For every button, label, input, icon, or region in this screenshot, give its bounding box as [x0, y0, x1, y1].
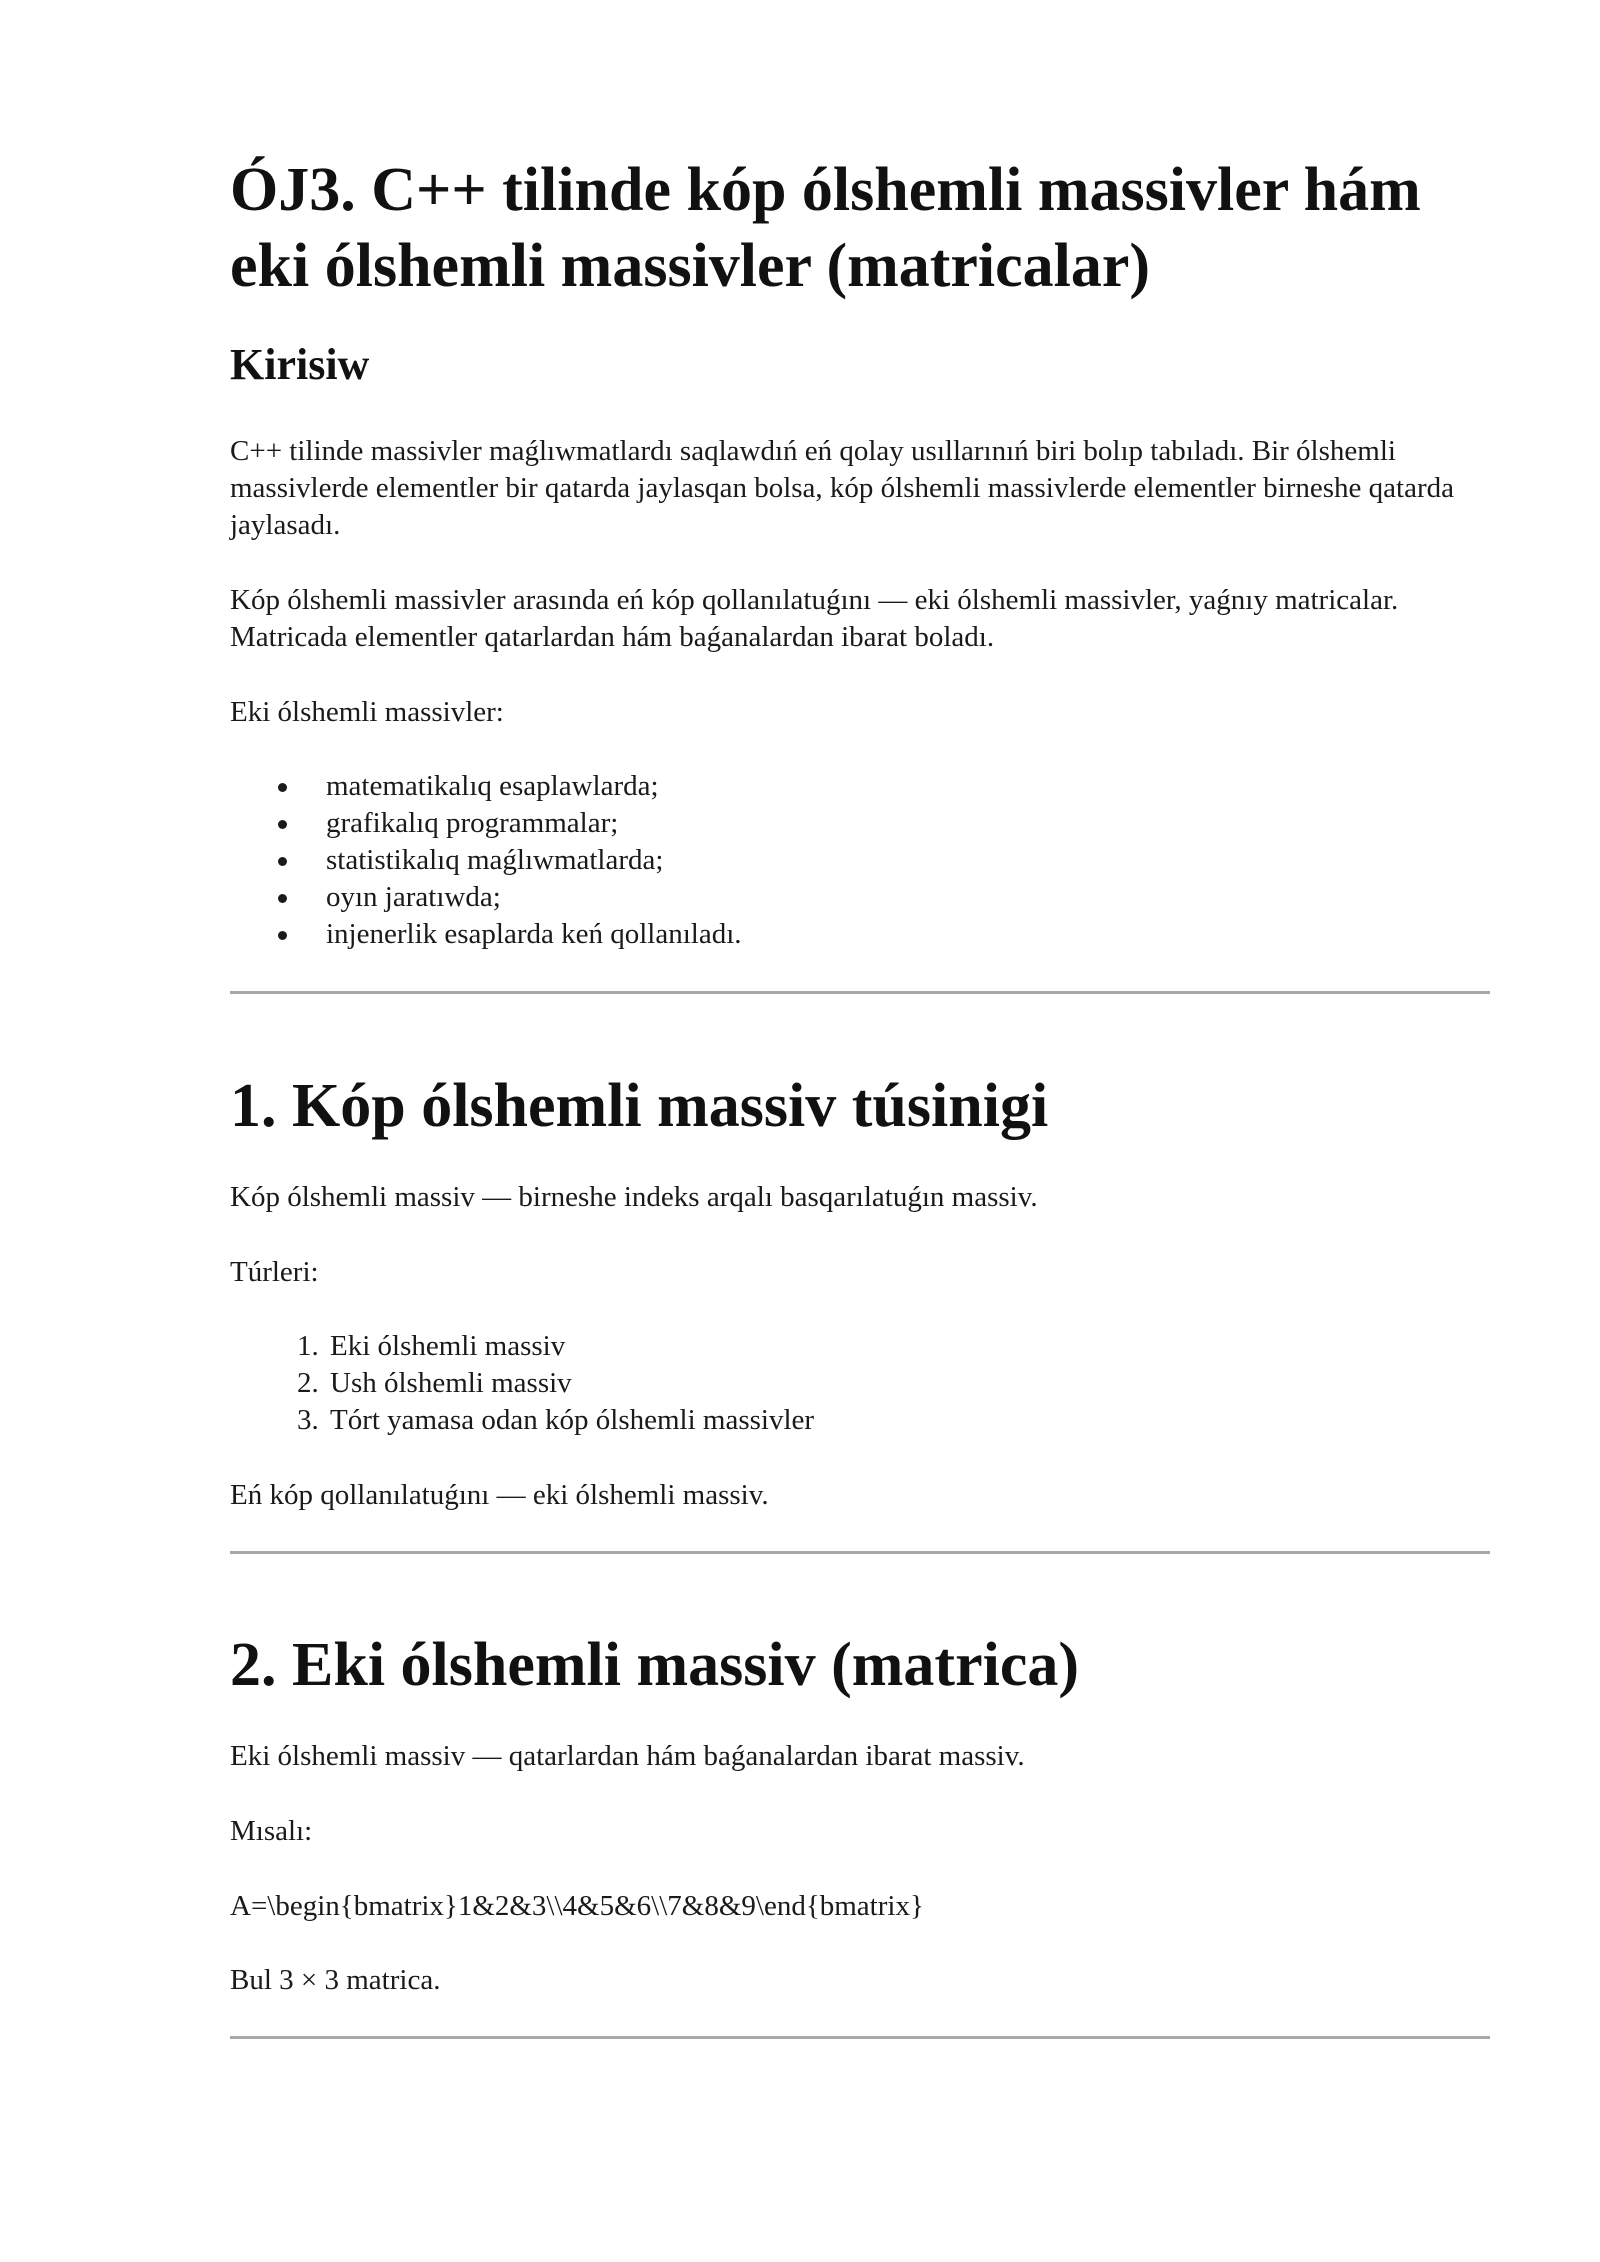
list-item: 3. Tórt yamasa odan kóp ólshemli massivler [326, 1402, 1586, 1439]
document-title: ÓJ3. C++ tilinde kóp ólshemli massivler hám eki ólshemli massivler (matricalar) [230, 156, 1421, 300]
list-item: 1. Eki ólshemli massiv [326, 1328, 1586, 1365]
section-divider [230, 2036, 1490, 2039]
section-1-types-list [230, 1328, 1586, 1439]
intro-paragraph-1: C++ tilinde massivler maǵlıwmatlardı saqlawdıń eń qolay usıllarınıń biri bolıp tabıladı. Bir ólshemli massivlerde elementler bir qatarda jaylasqan bolsa, kóp ólshemli massivlerde elementler birneshe qatarda jaylasadı. [230, 435, 1455, 541]
section-2-example-label: Mısalı: [230, 1815, 313, 1847]
list-item: 2. Ush ólshemli massiv [326, 1365, 1586, 1402]
list-item: injenerlik esaplarda keń qollanıladı. [326, 916, 1586, 953]
list-item: matematikalıq esaplawlarda; [326, 768, 1586, 805]
section-divider [230, 991, 1490, 994]
section-1-heading: 1. Kóp ólshemli massiv túsinigi [230, 1072, 1049, 1140]
section-1-definition: Kóp ólshemli massiv — birneshe indeks arqalı basqarılatuǵın massiv. [230, 1181, 1038, 1213]
section-2-definition: Eki ólshemli massiv — qatarlardan hám baǵanalardan ibarat massiv. [230, 1740, 1025, 1772]
section-2-heading: 2. Eki ólshemli massiv (matrica) [230, 1631, 1079, 1699]
section-2-formula: A=\begin{bmatrix}1&2&3\\4&5&6\\7&8&9\end{bmatrix} [230, 1890, 924, 1922]
list-item: oyın jaratıwda; [326, 879, 1586, 916]
list-item: statistikalıq maǵlıwmatlarda; [326, 842, 1586, 879]
list-item: grafikalıq programmalar; [326, 805, 1586, 842]
section-1-conclusion: Eń kóp qollanılatuǵını — eki ólshemli massiv. [230, 1479, 769, 1511]
intro-heading: Kirisiw [230, 340, 370, 389]
section-2-note: Bul 3 × 3 matrica. [230, 1964, 441, 1996]
intro-bullet-list [230, 768, 1586, 953]
intro-paragraph-2: Kóp ólshemli massivler arasında eń kóp qollanılatuǵını — eki ólshemli massivler, yaǵnıy matricalar. Matricada elementler qatarlardan hám baǵanalardan ibarat boladı. [230, 584, 1399, 653]
section-divider [230, 1551, 1490, 1554]
section-1-types-label: Túrleri: [230, 1256, 319, 1288]
intro-paragraph-3: Eki ólshemli massivler: [230, 696, 504, 728]
